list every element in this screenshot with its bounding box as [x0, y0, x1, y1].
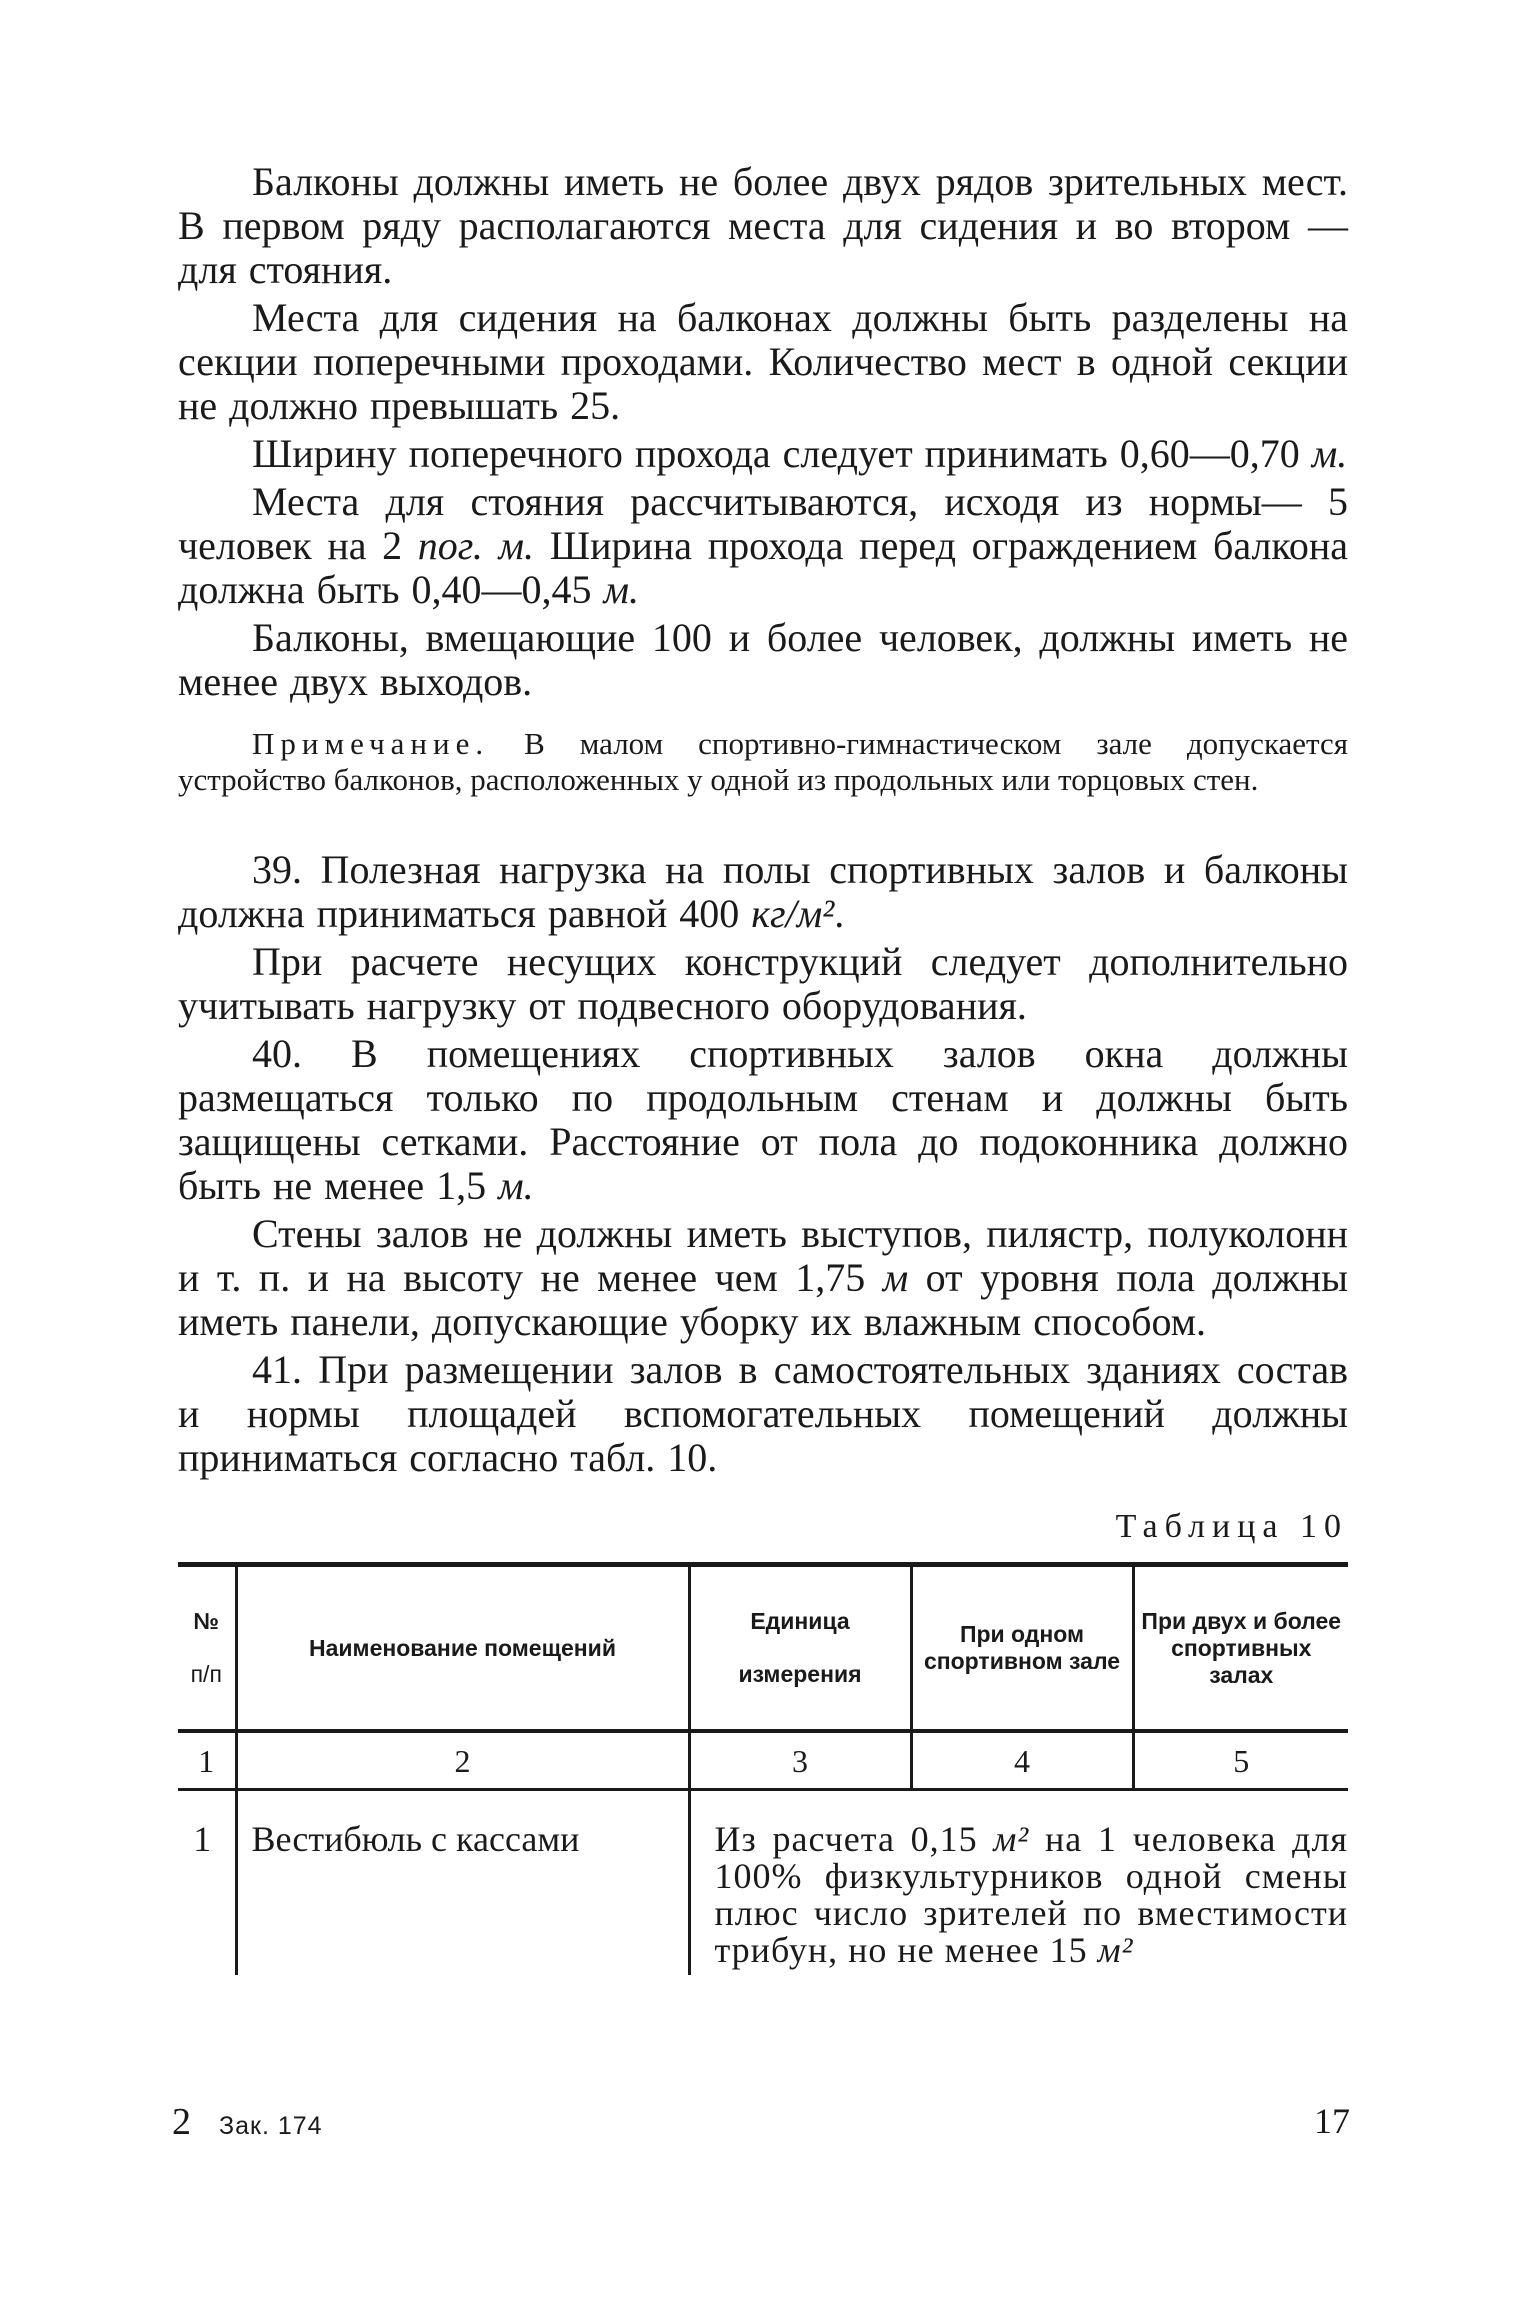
paragraph-passage-width — [178, 432, 1348, 476]
header-unit-top: Единица — [750, 1608, 850, 1634]
passage-width-text: Ширину поперечного прохода следует принимать 0,60—0,70 — [252, 431, 1312, 476]
paragraph-40 — [178, 1032, 1348, 1208]
unit-meter-4: м — [882, 1255, 909, 1300]
header-two-halls: При двух и более спортивных залах — [1133, 1565, 1348, 1732]
paragraph-39: 39. Полезная нагрузка на полы спортивных залов и балконы должна приниматься равной 400 кг/м². — [178, 847, 1348, 936]
p40-text: 40. В помещениях спортивных залов окна должны размещаться только по продольным стенам и должны быть защищены сетками. Расстояние от пола до подоконника должно быть не менее 1,5 — [178, 1031, 1348, 1208]
unit-meter-3: м. — [498, 1163, 534, 1208]
page-number: 17 — [1314, 2101, 1350, 2141]
header-unit — [689, 1565, 911, 1732]
header-number — [178, 1565, 236, 1732]
standing-text-2: Ширина прохода перед ограждением балкона должна быть 0,40—0,45 — [178, 523, 1348, 612]
standing-text-1: Места для стояния рассчитываются, исходя из нормы— 5 человек на 2 — [178, 479, 1348, 568]
paragraph-39b: При расчете несущих конструкций следует дополнительно учитывать нагрузку от подвесного оборудования. — [178, 939, 1348, 1028]
note — [178, 726, 1348, 798]
header-room-name: Наименование помещений — [236, 1565, 689, 1732]
p40b-text-1: Стены залов не должны иметь выступов, пилястр, полуколонн и т. п. и на высоту не менее чем 1,75 — [178, 1211, 1348, 1300]
note-label: Примечание. — [252, 726, 490, 761]
header-one-hall: При одном спортивном зале — [911, 1565, 1133, 1732]
row-number: 1 — [193, 1819, 212, 1859]
header-number-pp: п/п — [190, 1661, 222, 1687]
note-text: В малом спортивно-гимнастическом зале допускается устройство балконов, расположенных у одной из продольных или торцовых стен. — [178, 726, 1348, 797]
table-header-row — [178, 1565, 1348, 1732]
column-number-row — [178, 1731, 1348, 1790]
header-number-sign: № — [193, 1608, 220, 1634]
p40b-text-2: от уровня пола должны иметь панели, допускающие уборку их влажным способом. — [178, 1255, 1348, 1344]
paragraph-exits: Балконы, вмещающие 100 и более человек, должны иметь не менее двух выходов. — [178, 615, 1348, 704]
row-norm-text: Из расчета 0,15 м² на 1 человека для 100% физкультурников одной смены плюс число зрителей по вместимости трибун, но не менее 15 м² — [689, 1790, 1348, 1976]
unit-m2: м² — [993, 1819, 1030, 1859]
column-number: 1 — [178, 1731, 236, 1790]
order-number: Зак. 174 — [219, 2112, 323, 2140]
paragraph-41: 41. При размещении залов в самостоятельных зданиях состав и нормы площадей вспомогательных помещений должны приниматься согласно табл. 10. — [178, 1347, 1348, 1480]
column-number: 5 — [1133, 1731, 1348, 1790]
unit-m2-2: м² — [1097, 1930, 1134, 1970]
table-row — [178, 1790, 1348, 1976]
page-footer — [172, 2100, 1350, 2144]
column-number: 4 — [911, 1731, 1133, 1790]
unit-meter: м. — [1311, 431, 1348, 476]
paragraph-standing-places — [178, 480, 1348, 612]
unit-kg-m2: кг/м² — [751, 891, 835, 936]
row-room-name: Вестибюль с кассами — [236, 1790, 689, 1976]
paragraph-seating-sections: Места для сидения на балконах должны быть разделены на секции поперечными проходами. Количество мест в одной секции не должно превышать 25. — [178, 295, 1348, 428]
signature-mark: 2 — [172, 2101, 191, 2143]
column-number: 2 — [236, 1731, 689, 1790]
table-10 — [178, 1562, 1348, 1975]
column-number: 3 — [689, 1731, 911, 1790]
unit-running-meter: пог. м. — [417, 523, 535, 568]
header-unit-bottom: измерения — [738, 1661, 862, 1687]
p39-text: 39. Полезная нагрузка на полы спортивных залов и балконы должна приниматься равной 400 — [178, 847, 1348, 936]
paragraph-balconies-rows: Балконы должны иметь не более двух рядов зрительных мест. В первом ряду располагаются места для сидения и во втором — для стояния. — [178, 159, 1348, 292]
paragraph-40b — [178, 1212, 1348, 1344]
unit-meter-2: м. — [603, 567, 640, 612]
table-caption: Таблица 10 — [1115, 1508, 1348, 1545]
page-content — [178, 160, 1348, 1975]
